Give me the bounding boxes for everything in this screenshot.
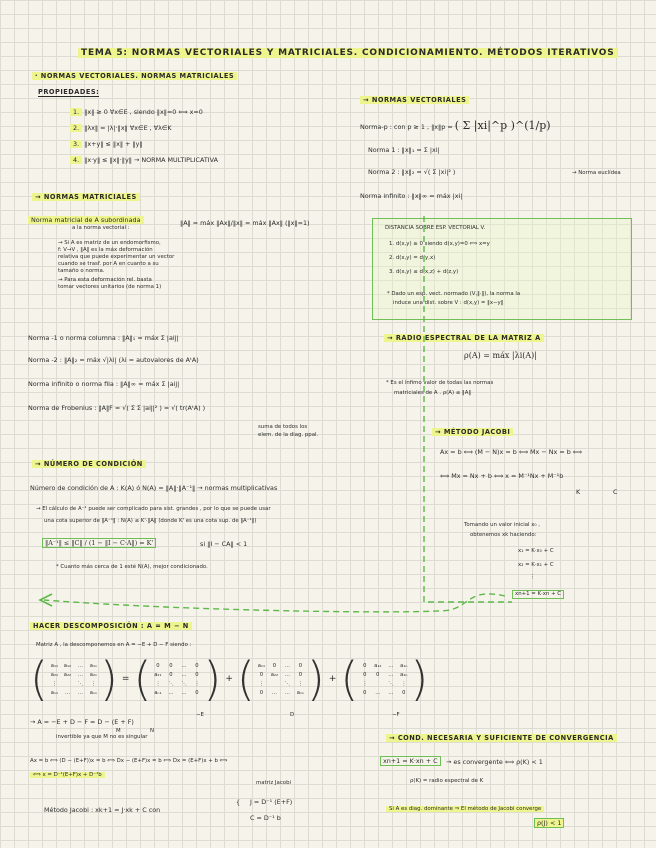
matrix-cell: 0 xyxy=(156,662,160,669)
norma-p-formula: ( Σ |xi|^p )^(1/p) xyxy=(454,119,551,132)
section-heading-convergencia: → COND. NECESARIA Y SUFICIENTE DE CONVERGENCIA xyxy=(386,734,617,742)
matriz-jacobi-label: matriz Jacobi xyxy=(256,780,291,786)
j-definition: J = D⁻¹ (E+F) xyxy=(250,798,293,806)
matrix-cell: ⋮ xyxy=(155,680,161,687)
distancia-item: 1. d(x,y) ≥ 0 siendo d(x,y)=0 ⟺ x=y xyxy=(389,241,490,247)
invertible-note: invertible ya que M no es singular xyxy=(56,734,148,740)
matrix-cell: … xyxy=(388,662,394,669)
label-minus-e: −E xyxy=(196,712,204,718)
matrix-cell: a₁ₙ xyxy=(400,662,408,669)
matrix-cell: a₁ₙ xyxy=(89,662,98,669)
jacobi-k-label: K xyxy=(576,488,581,496)
matrix-cell: … xyxy=(271,689,277,696)
matrix-cell: ⋱ xyxy=(168,680,174,687)
matrix-cell: 0 xyxy=(272,662,277,669)
jacobi-c-label: C xyxy=(613,488,618,496)
convergencia-note: ρ(K) = radio espectral de K xyxy=(410,778,484,784)
matrix-norma-1: Norma -1 o norma columna : ‖A‖₁ = máx Σ |aij| xyxy=(28,334,179,342)
diag-dominante: Si A es diag. dominante ⇒ El método de Jacobi converge xyxy=(386,806,544,813)
matrix-cell: 0 xyxy=(363,689,367,696)
prop-number: 3. xyxy=(70,140,82,148)
matrix-cell: … xyxy=(77,662,84,669)
equals-sign: = xyxy=(121,674,130,684)
jacobi-iter: ⋮ xyxy=(530,574,536,580)
matrix-decomposition xyxy=(30,652,429,706)
matrix-cell: 0 xyxy=(298,662,303,669)
matrix-cell: a₂₂ xyxy=(270,671,279,678)
norma-p: Norma-p : con p ≥ 1 , ‖x‖p = ( Σ |xi|^p )^(1/p) xyxy=(360,119,551,132)
matrix-cell: … xyxy=(181,689,187,696)
prop-number: 2. xyxy=(70,124,82,132)
propiedades-label: PROPIEDADES: xyxy=(38,88,100,96)
matrix-cell: ⋮ xyxy=(90,680,97,687)
prop-number: 4. xyxy=(70,156,82,164)
matrix-cell: 0 xyxy=(195,689,199,696)
matrix-cell: a₂ₙ xyxy=(89,671,98,678)
matrix-cell: … xyxy=(77,689,84,696)
matrix-d: ( a₁₁ 0 … 0 0 a₂₂ … 0 ⋮ ⋱ ⋮ 0 … … aₙₙ ) xyxy=(236,652,325,706)
norma-subordinada-label: Norma matricial de A subordinada xyxy=(28,216,144,224)
label-m: M xyxy=(116,728,121,734)
norma-subordinada-label2: a la norma vectorial : xyxy=(72,225,130,231)
matrix-cell: … xyxy=(388,689,394,696)
condicion-calc: → El cálculo de A⁻¹ puede ser complicado para sist. grandes , por lo que se puede usar xyxy=(36,506,271,512)
norma-euclidea-note: → Norma euclídea xyxy=(572,170,621,176)
matrix-cell: aₙₙ xyxy=(89,689,98,696)
derivation: ⟺ x = D⁻¹(E+F)x + D⁻¹b xyxy=(30,772,105,779)
matrix-cell: ⋱ xyxy=(181,680,187,687)
section-heading-matriciales: → NORMAS MATRICIALES xyxy=(32,193,140,201)
derivation: Ax = b ⟺ (D − (E+F))x = b ⟺ Dx − (E+F)x = b ⟺ Dx = (E+F)x + b ⟺ xyxy=(30,758,228,764)
matrix-norma-frobenius: Norma de Frobenius : ‖A‖F = √( Σ Σ |aij|² ) = √( tr(AᵗA) ) xyxy=(28,404,206,412)
vector-norma-infinito: Norma infinito : ‖x‖∞ = máx |xi| xyxy=(360,192,463,200)
decomposition-eq: → A = −E + D − F = D − (E + F) xyxy=(30,718,134,726)
prop-number: 1. xyxy=(70,108,82,116)
distancia-title: DISTANCIA SOBRE ESP. VECTORIAL V. xyxy=(385,225,486,231)
label-minus-f: −F xyxy=(392,712,400,718)
matrix-cell: … xyxy=(284,689,290,696)
radio-formula: ρ(A) = máx |λi(A)| xyxy=(464,351,537,360)
matrix-cell: a₂₂ xyxy=(63,671,72,678)
frobenius-note: suma de todos los xyxy=(258,424,308,430)
matrix-norma-infinito: Norma infinito o norma fila : ‖A‖∞ = máx Σ |aij| xyxy=(28,380,180,388)
radio-desc: * Es el ínfimo valor de todas las normas xyxy=(386,380,494,386)
condicion-cota-cond: si ‖I − CA‖ < 1 xyxy=(200,540,248,548)
matrix-cell: 0 xyxy=(402,689,406,696)
matrix-cell: a₂₁ xyxy=(50,671,59,678)
matrix-cell: ⋱ xyxy=(284,680,290,687)
prop-item: ‖x‖ ≥ 0 ∀x∈E , siendo ‖x‖=0 ⟺ x=0 xyxy=(84,108,203,116)
jacobi-eq1: Ax = b ⟺ (M − N)x = b ⟺ Mx − Nx = b ⟺ xyxy=(440,448,582,456)
c-definition: C = D⁻¹ b xyxy=(250,814,281,822)
matrix-cell: ⋮ xyxy=(258,680,264,687)
matrix-cell: 0 xyxy=(195,662,199,669)
jacobi-iter-box: xn+1 = K·xn + C xyxy=(512,590,564,599)
section-heading-radio: → RADIO ESPECTRAL DE LA MATRIZ A xyxy=(384,334,544,342)
matrix-cell: 0 xyxy=(259,671,264,678)
matrix-cell: … xyxy=(181,671,187,678)
brace: { xyxy=(236,798,241,806)
matrix-cell: ⋱ xyxy=(388,680,394,687)
plus-sign: + xyxy=(328,674,337,684)
matrix-cell: … xyxy=(77,671,84,678)
norma-subordinada-formula: ‖A‖ = máx ‖Ax‖/‖x‖ = máx ‖Ax‖ (‖x‖=1) xyxy=(180,219,310,227)
matrix-cell: a₂ₙ xyxy=(400,671,408,678)
matrix-cell: 0 xyxy=(363,671,367,678)
matrix-e: ( 0 0 … 0 a₂₁ 0 … 0 ⋮ ⋱ ⋱ ⋮ aₙ₁ … … 0 ) xyxy=(133,652,222,706)
distancia-item: 3. d(x,y) ≤ d(x,z) + d(z,y) xyxy=(389,269,459,275)
jacobi-init: obtenemos xk haciendo: xyxy=(470,532,537,538)
condicion-cota: ‖A⁻¹‖ ≤ ‖C‖ / (1 − ‖I − C·A‖) = K' xyxy=(42,538,156,548)
matrix-cell: 0 xyxy=(169,662,173,669)
matrix-cell: a₁₂ xyxy=(374,662,382,669)
norma-subordinada-desc: → Si A es matriz de un endomorfismo, f: V→V , ‖A‖ es la máx deformación relativa que puede experimentar un vector cuando se trasf. por A en cuanto a su tamaño o norma. → Para esta deformación rel. basta tomar vectores unitarios (de norma 1) xyxy=(58,240,175,290)
matrix-cell: 0 xyxy=(363,662,367,669)
condicion-calc: una cota superior de ‖A⁻¹‖ : N(A) ≤ K'·‖A‖ (donde K' es una cota sup. de ‖A⁻¹‖) xyxy=(44,518,257,524)
vector-norma-1: Norma 1 : ‖x‖₁ = Σ |xi| xyxy=(368,146,440,154)
distancia-item: 2. d(x,y) = d(y,x) xyxy=(389,255,436,261)
matrix-cell: ⋮ xyxy=(401,680,407,687)
matrix-cell: 0 xyxy=(169,671,173,678)
descomposicion-text: Matriz A , la descomponemos en A = −E + D − F siendo : xyxy=(36,642,192,648)
convergencia-box: xn+1 = K·xn + C xyxy=(380,756,441,766)
matrix-cell: ⋮ xyxy=(51,680,58,687)
matrix-f: ( 0 a₁₂ … a₁ₙ 0 0 … a₂ₙ ⋮ ⋱ ⋮ 0 … … 0 ) xyxy=(340,652,429,706)
distancia-note: * Dado un esp. vect. normado (V,‖·‖), la norma la xyxy=(387,291,521,297)
section-heading-descomposicion: HACER DESCOMPOSICIÓN : A = M − N xyxy=(30,622,192,630)
label-d: D xyxy=(290,712,295,718)
matrix-cell: aₙₙ xyxy=(296,689,305,696)
section-heading-jacobi: → MÉTODO JACOBI xyxy=(432,428,513,436)
matrix-cell: 0 xyxy=(259,689,264,696)
matrix-cell: … xyxy=(284,662,290,669)
jacobi-eq2: ⟺ Mx = Nx + b ⟺ x = M⁻¹Nx + M⁻¹b xyxy=(440,472,564,480)
matrix-cell: ⋮ xyxy=(362,680,368,687)
convergencia-text: → es convergente ⟺ ρ(K) < 1 xyxy=(446,758,543,766)
condicion-def: Número de condición de A : K(A) ó N(A) = ‖A‖·‖A⁻¹‖ → normas multiplicativas xyxy=(30,484,278,492)
matrix-cell: a₂₁ xyxy=(154,671,162,678)
prop-item: ‖x·y‖ ≤ ‖x‖·‖y‖ → NORMA MULTIPLICATIVA xyxy=(84,156,218,164)
matrix-cell: … xyxy=(388,671,394,678)
plus-sign: + xyxy=(225,674,233,684)
matrix-cell: a₁₁ xyxy=(257,662,266,669)
matrix-a: ( a₁₁ a₁₂ … a₁ₙ a₂₁ a₂₂ … a₂ₙ ⋮ ⋱ ⋮ aₙ₁ … … aₙₙ ) xyxy=(30,652,118,706)
matrix-cell: aₙ₁ xyxy=(154,689,162,696)
label-n: N xyxy=(150,728,155,734)
diag-box: ρ(J) < 1 xyxy=(534,818,564,828)
matrix-cell: ⋱ xyxy=(77,680,84,687)
metodo-jacobi: Método Jacobi : xk+1 = J·xk + C con xyxy=(44,806,161,814)
matrix-cell: a₁₂ xyxy=(63,662,72,669)
matrix-cell: … xyxy=(375,689,381,696)
matrix-cell: a₁₁ xyxy=(50,662,59,669)
jacobi-iter: x₂ = K·x₁ + C xyxy=(518,562,554,568)
section-heading-normas: · NORMAS VECTORIALES. NORMAS MATRICIALES xyxy=(32,72,237,80)
vector-norma-2: Norma 2 : ‖x‖₂ = √( Σ |xi|² ) xyxy=(368,168,456,176)
frobenius-note: elem. de la diag. ppal. xyxy=(258,432,319,438)
section-heading-condicion: → NÚMERO DE CONDICIÓN xyxy=(32,460,146,468)
matrix-cell: ⋮ xyxy=(297,680,303,687)
page-title: TEMA 5: NORMAS VECTORIALES Y MATRICIALES. CONDICIONAMIENTO. MÉTODOS ITERATIVOS xyxy=(78,48,618,58)
jacobi-iter: x₁ = K·x₀ + C xyxy=(518,548,554,554)
matrix-cell: … xyxy=(64,689,71,696)
matrix-cell: … xyxy=(284,671,290,678)
prop-item: ‖λx‖ = |λ|·‖x‖ ∀x∈E , ∀λ∈K xyxy=(84,124,172,132)
jacobi-init: Tomando un valor inicial x₀ , xyxy=(464,522,541,528)
matrix-cell: ⋮ xyxy=(194,680,200,687)
matrix-cell: 0 xyxy=(298,671,303,678)
matrix-cell: aₙ₁ xyxy=(50,689,59,696)
prop-item: ‖x+y‖ ≤ ‖x‖ + ‖y‖ xyxy=(84,140,143,148)
radio-desc: matriciales de A . ρ(A) ≤ ‖A‖ xyxy=(394,390,472,396)
matrix-cell: … xyxy=(168,689,174,696)
matrix-cell: 0 xyxy=(376,671,380,678)
matrix-cell: … xyxy=(181,662,187,669)
matrix-cell: 0 xyxy=(195,671,199,678)
condicion-close: * Cuanto más cerca de 1 esté N(A), mejor condicionado. xyxy=(56,564,208,570)
distancia-note: induce una dist. sobre V : d(x,y) = ‖x−y‖ xyxy=(393,300,504,306)
matrix-norma-2: Norma -2 : ‖A‖₂ = máx √|λi| (λi = autovalores de AᵗA) xyxy=(28,356,199,364)
section-heading-vectoriales: → NORMAS VECTORIALES xyxy=(360,96,469,104)
